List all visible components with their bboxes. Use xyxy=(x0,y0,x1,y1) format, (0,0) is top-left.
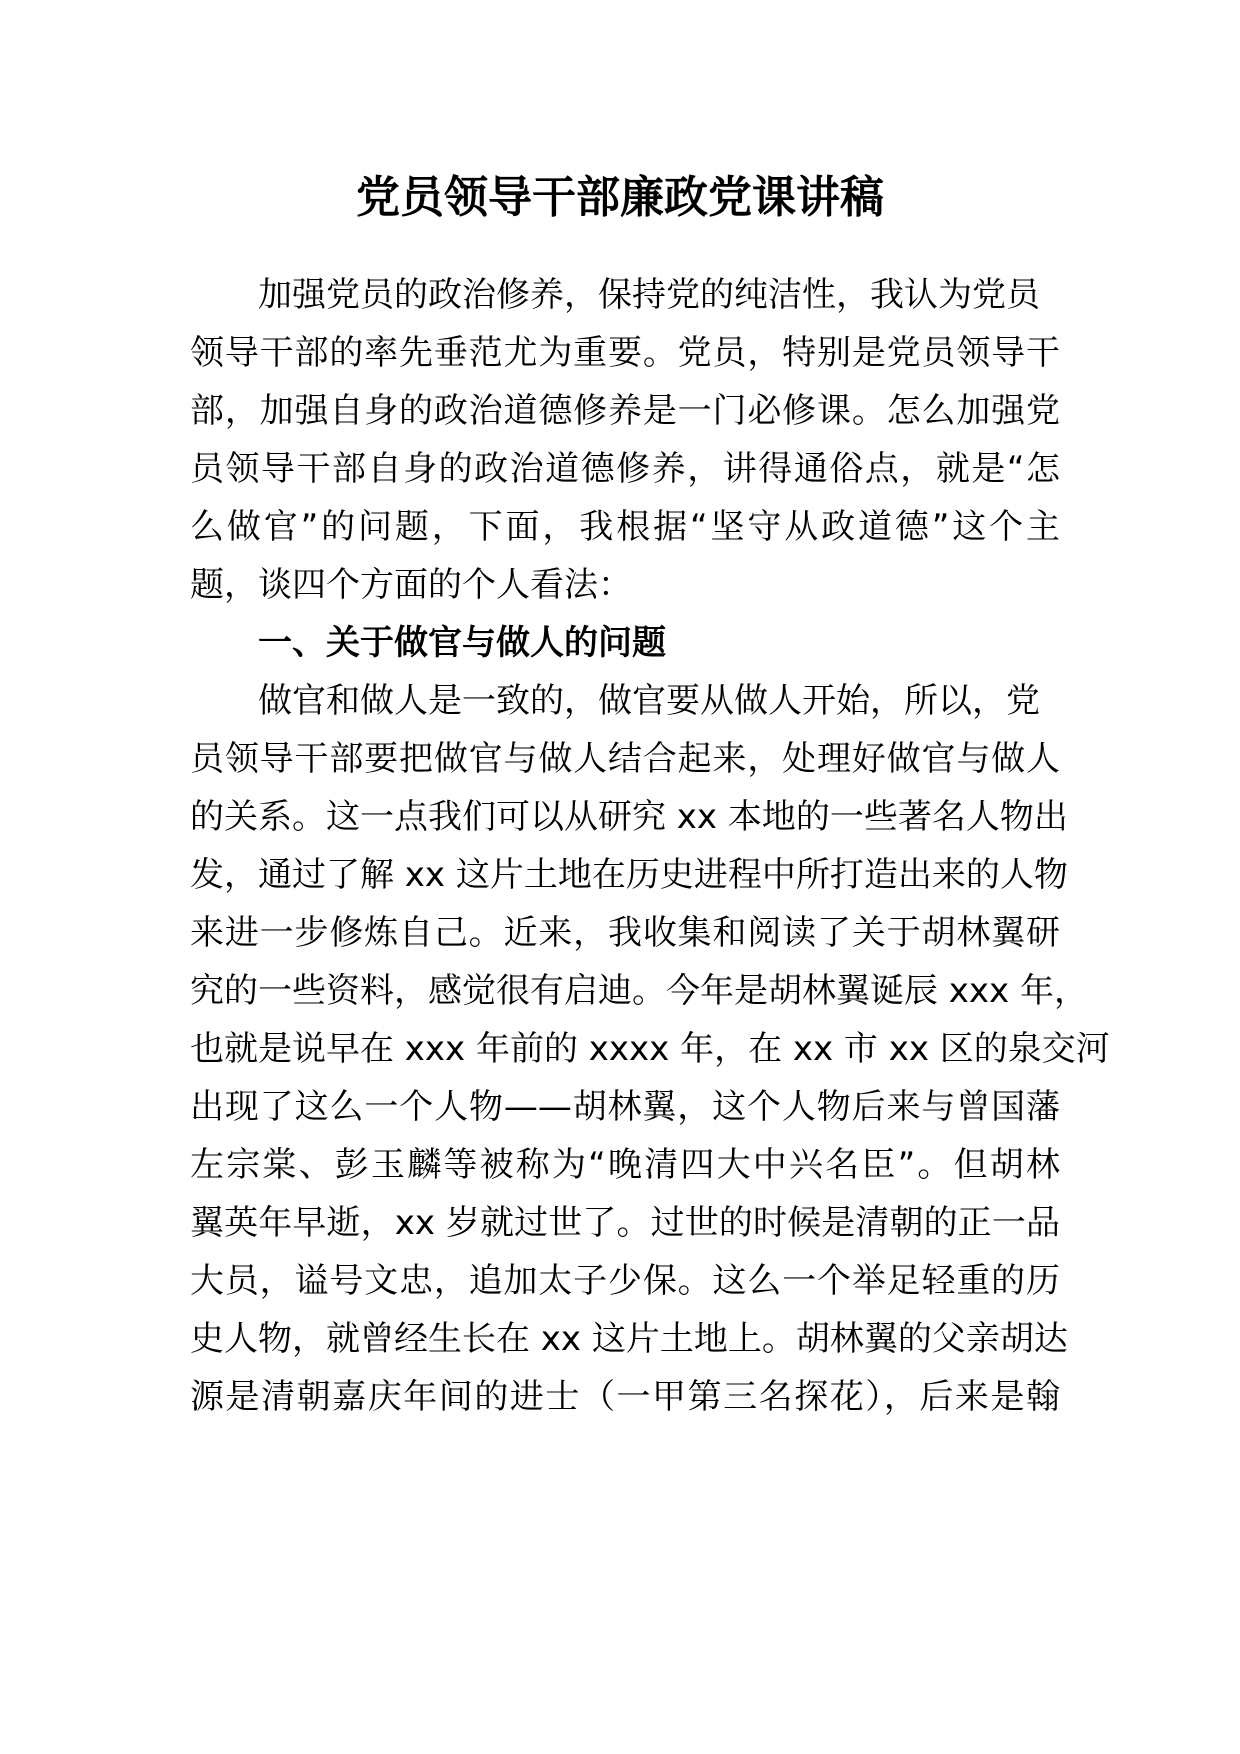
paragraph-line: 加强党员的政治修养，保持党的纯洁性，我认为党员 xyxy=(258,275,1040,315)
document-title: 党员领导干部廉政党课讲稿 xyxy=(356,172,884,223)
paragraph-line: 的关系。这一点我们可以从研究 xx 本地的一些著名人物出 xyxy=(190,797,1068,837)
paragraph-line: 翼英年早逝，xx 岁就过世了。过世的时候是清朝的正一品 xyxy=(190,1203,1060,1243)
paragraph-line: 部，加强自身的政治道德修养是一门必修课。怎么加强党 xyxy=(190,391,1060,431)
paragraph-line: 员领导干部要把做官与做人结合起来，处理好做官与做人 xyxy=(190,739,1060,779)
paragraph-line: 究的一些资料，感觉很有启迪。今年是胡林翼诞辰 xxx 年， xyxy=(190,971,1088,1011)
paragraph-line: 出现了这么一个人物——胡林翼，这个人物后来与曾国藩 xyxy=(190,1087,1060,1127)
paragraph-line: 史人物，就曾经生长在 xx 这片土地上。胡林翼的父亲胡达 xyxy=(190,1319,1068,1359)
paragraph-line: 领导干部的率先垂范尤为重要。党员，特别是党员领导干 xyxy=(190,333,1060,373)
paragraph-line: 也就是说早在 xxx 年前的 xxxx 年，在 xx 市 xx 区的泉交河 xyxy=(190,1029,1110,1069)
section-heading: 一、关于做官与做人的问题 xyxy=(258,623,666,663)
paragraph-line: 大员，谥号文忠，追加太子少保。这么一个举足轻重的历 xyxy=(190,1261,1060,1301)
paragraph-line: 源是清朝嘉庆年间的进士（一甲第三名探花），后来是翰 xyxy=(190,1377,1060,1417)
paragraph-line: 员领导干部自身的政治道德修养，讲得通俗点，就是“怎 xyxy=(190,449,1060,489)
paragraph-line: 题，谈四个方面的个人看法： xyxy=(190,565,632,605)
paragraph-line: 来进一步修炼自己。近来，我收集和阅读了关于胡林翼研 xyxy=(190,913,1060,953)
paragraph-line: 么做官”的问题，下面，我根据“坚守从政道德”这个主 xyxy=(190,507,1060,547)
paragraph-line: 做官和做人是一致的，做官要从做人开始，所以，党 xyxy=(258,681,1040,721)
paragraph-line: 发，通过了解 xx 这片土地在历史进程中所打造出来的人物 xyxy=(190,855,1068,895)
paragraph-line: 左宗棠、彭玉麟等被称为“晚清四大中兴名臣”。但胡林 xyxy=(190,1145,1060,1185)
